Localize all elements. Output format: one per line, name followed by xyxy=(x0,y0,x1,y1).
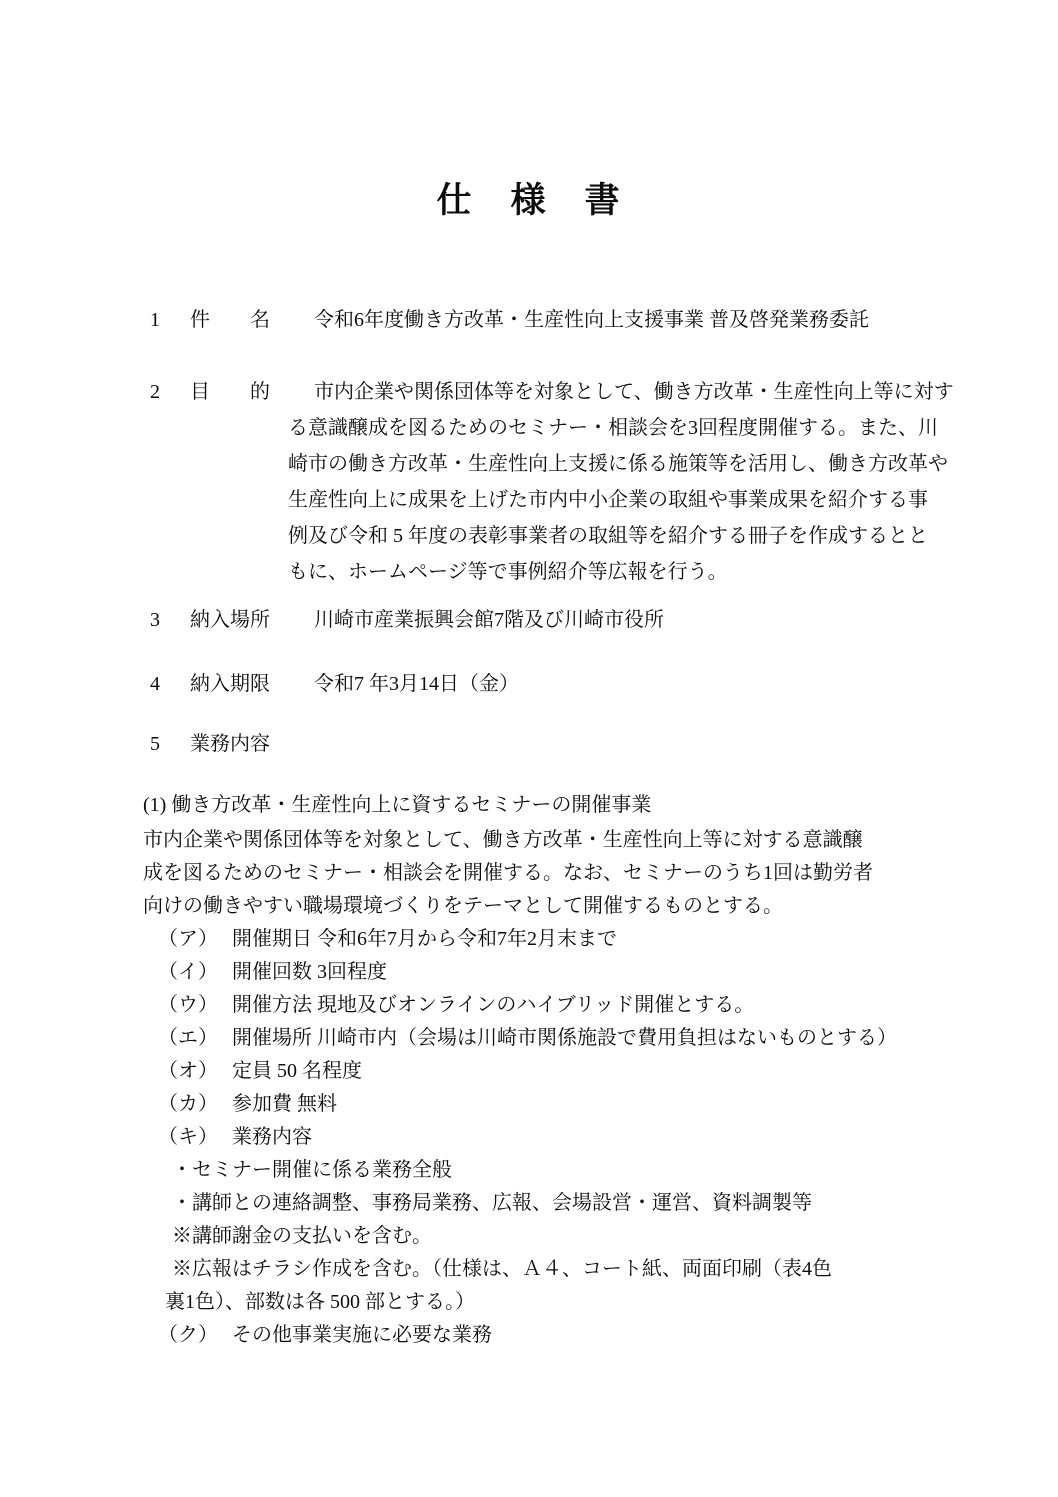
section-5-number: 5 xyxy=(150,733,160,755)
section-4-number: 4 xyxy=(150,673,160,695)
list-text: 参加費 無料 xyxy=(232,1093,337,1115)
subsection-1-heading: (1) 働き方改革・生産性向上に資するセミナーの開催事業 xyxy=(143,794,652,816)
list-item-ku xyxy=(158,1319,1058,1352)
section-2-line-3: 崎市の働き方改革・生産性向上支援に係る施策等を活用し、働き方改革や xyxy=(288,453,948,475)
section-1-number: 1 xyxy=(150,309,160,331)
section-2-row xyxy=(150,374,1058,410)
section-2-line-5: 例及び令和 5 年度の表彰事業者の取組等を紹介する冊子を作成するとと xyxy=(288,525,928,547)
section-2-line-6: もに、ホームページ等で事例紹介等広報を行う。 xyxy=(288,561,728,583)
section-3-row xyxy=(150,606,1058,634)
list-text: 開催回数 3回程度 xyxy=(232,961,387,983)
list-text: その他事業実施に必要な業務 xyxy=(232,1324,492,1346)
subsection-1-paragraph xyxy=(143,824,1058,923)
section-1-value: 令和6年度働き方改革・生産性向上支援事業 普及啓発業務委託 xyxy=(314,309,869,331)
list-item-a xyxy=(158,923,1058,956)
section-1-row xyxy=(150,306,1058,334)
section-2-number: 2 xyxy=(150,381,160,403)
list-item-ki xyxy=(158,1121,1058,1154)
paragraph-line: 市内企業や関係団体等を対象として、働き方改革・生産性向上等に対する意識醸 xyxy=(143,829,863,851)
section-5-row xyxy=(150,730,1058,758)
bullet-item: ・セミナー開催に係る業務全般 xyxy=(172,1159,452,1181)
section-5-label: 業務内容 xyxy=(190,733,270,755)
section-4-row xyxy=(150,670,1058,698)
subsection-1-list xyxy=(0,923,1058,1352)
list-item-o xyxy=(158,1055,1058,1088)
list-marker: （ウ） xyxy=(158,994,218,1016)
list-item-e xyxy=(158,1022,1058,1055)
list-text: 開催期日 令和6年7月から令和7年2月末まで xyxy=(232,928,617,950)
section-2-line-2: る意識醸成を図るためのセミナー・相談会を3回程度開催する。また、川 xyxy=(288,417,938,439)
note-continuation: 裏1色）、部数は各 500 部とする。） xyxy=(165,1291,475,1313)
list-marker: （キ） xyxy=(158,1126,218,1148)
section-4-label: 納入期限 xyxy=(190,673,270,695)
list-text: 定員 50 名程度 xyxy=(232,1060,362,1082)
list-marker: （オ） xyxy=(158,1060,218,1082)
list-marker: （エ） xyxy=(158,1027,218,1049)
bullet-item: ・講師との連絡調整、事務局業務、広報、会場設営・運営、資料調製等 xyxy=(172,1192,812,1214)
section-2-label: 目 的 xyxy=(190,381,270,403)
section-2-line-1: 市内企業や関係団体等を対象として、働き方改革・生産性向上等に対す xyxy=(314,381,954,403)
list-marker: （イ） xyxy=(158,961,218,983)
list-text: 開催場所 川崎市内（会場は川崎市関係施設で費用負担はないものとする） xyxy=(232,1027,897,1049)
paragraph-line: 成を図るためのセミナー・相談会を開催する。なお、セミナーのうち1回は勤労者 xyxy=(143,862,873,884)
document-title: 仕 様 書 xyxy=(436,181,622,220)
list-item-ka xyxy=(158,1088,1058,1121)
paragraph-line: 向けの働きやすい職場環境づくりをテーマとして開催するものとする。 xyxy=(143,895,783,917)
list-marker: （カ） xyxy=(158,1093,218,1115)
note-item: ※講師謝金の支払いを含む。 xyxy=(172,1225,432,1247)
list-text: 開催方法 現地及びオンラインのハイブリッド開催とする。 xyxy=(232,994,755,1016)
section-3-value: 川崎市産業振興会館7階及び川崎市役所 xyxy=(314,609,664,631)
section-3-number: 3 xyxy=(150,609,160,631)
list-marker: （ア） xyxy=(158,928,218,950)
section-3-label: 納入場所 xyxy=(190,609,270,631)
note-item: ※広報はチラシ作成を含む。（仕様は、Ａ４、コート紙、両面印刷（表4色 xyxy=(172,1258,832,1280)
list-marker: （ク） xyxy=(158,1324,218,1346)
list-item-u xyxy=(158,989,1058,1022)
section-1-label: 件 名 xyxy=(190,309,270,331)
section-4-value: 令和7 年3月14日（金） xyxy=(314,673,519,695)
section-2-line-4: 生産性向上に成果を上げた市内中小企業の取組や事業成果を紹介する事 xyxy=(288,489,928,511)
list-text: 業務内容 xyxy=(232,1126,312,1148)
list-item-i xyxy=(158,956,1058,989)
